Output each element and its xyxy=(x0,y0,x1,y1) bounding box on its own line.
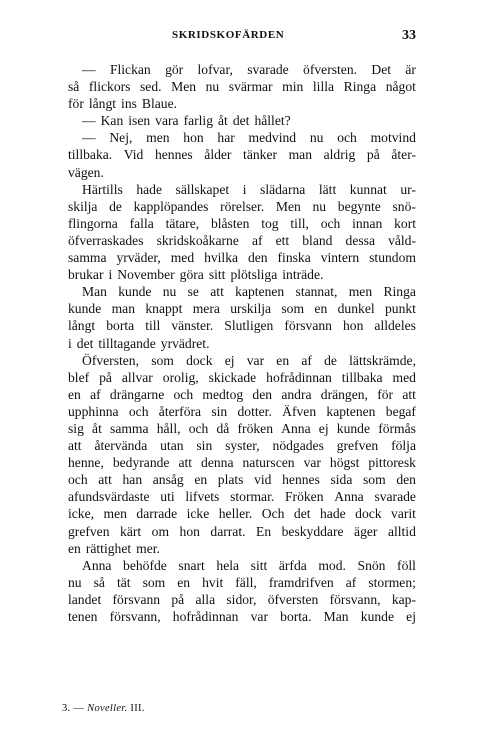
text-line: samma yrväder, med hvilka den finska vintern stundom xyxy=(68,250,416,266)
text-line: och att han ansåg en plats vid hennes sida som den xyxy=(68,472,416,488)
page-number: 33 xyxy=(402,28,416,43)
text-line: tenen försvann, hofrådinnan var borta. Man kunde ej xyxy=(68,609,416,624)
book-page xyxy=(68,22,416,625)
text-line: sig åt samma håll, och då fröken Anna ej kunde förmås xyxy=(68,420,416,436)
text-line: upphinna och återföra sin dotter. Äfven kaptenen begaf xyxy=(68,403,416,419)
text-line: Öfversten, som dock ej var en af de lättskrämde, xyxy=(82,352,416,368)
text-line: henne, bedyrande att denna naturscen var högst pittoresk xyxy=(68,455,416,471)
text-line: en rättighet mer. xyxy=(68,540,160,556)
text-line: grefven kärt om hon darrat. En beskyddare äger alltid xyxy=(68,523,416,539)
text-line: kunde man knappt mera urskilja som en dunkel punkt xyxy=(68,301,416,317)
text-line: en af drängarne och medtog den andra drängen, för att xyxy=(68,386,416,402)
text-line: landet försvann på alla sidor, öfversten försvann, kap- xyxy=(68,591,416,607)
text-line: öfverraskades skridskoåkarne af ett bland dessa våld- xyxy=(68,232,416,248)
text-line: icke, men darrade icke heller. Och det hade dock varit xyxy=(68,506,416,522)
text-line: — Flickan gör lofvar, svarade öfversten. Det är xyxy=(82,62,416,77)
text-line: skilja de kapplöpandes rörelser. Men nu begynte snö- xyxy=(68,198,416,214)
text-line: Man kunde nu se att kaptenen stannat, men Ringa xyxy=(82,284,416,300)
text-line: afundsvärdaste uti lifvets stormar. Fröken Anna svarade xyxy=(68,489,416,505)
text-line: Härtills hade sällskapet i slädarna lätt kunnat ur- xyxy=(82,181,416,197)
body-text xyxy=(68,61,416,625)
signature-mark: 3. — xyxy=(62,703,85,714)
volume-number: III. xyxy=(130,703,145,714)
text-line: Anna behöfde snart hela sitt ärfda mod. Snön föll xyxy=(82,557,416,573)
text-line: vägen. xyxy=(68,164,104,180)
text-line: så flickors sed. Men nu svärmar min lilla Ringa något xyxy=(68,79,416,95)
running-head xyxy=(68,22,416,48)
running-title: SKRIDSKOFÄRDEN xyxy=(172,29,285,41)
text-line: att återvända utan sin syster, nödgades grefven följa xyxy=(68,438,416,454)
text-line: tillbaka. Vid hennes ålder tänker man aldrig på åter- xyxy=(68,147,416,163)
text-line: nu så tät som en hvit fäll, framdrifven af stormen; xyxy=(68,574,416,590)
footer-signature xyxy=(62,703,145,714)
text-line: långt borta till vänster. Slutligen försvann hon alldeles xyxy=(68,318,416,334)
text-line: flingorna falla tätare, blåsten tog till, och innan kort xyxy=(68,215,416,231)
text-line: blef på allvar orolig, skickade hofrådinnan tillbaka med xyxy=(68,369,416,385)
series-title: Noveller. xyxy=(87,703,128,714)
text-line: brukar i November göra sitt plötsliga inträde. xyxy=(68,267,324,283)
text-line: — Kan isen vara farlig åt det hållet? xyxy=(82,113,291,129)
text-line: — Nej, men hon har medvind nu och motvind xyxy=(82,130,416,146)
text-line: i det tilltagande yrvädret. xyxy=(68,335,210,351)
text-line: för långt ins Blaue. xyxy=(68,96,178,112)
